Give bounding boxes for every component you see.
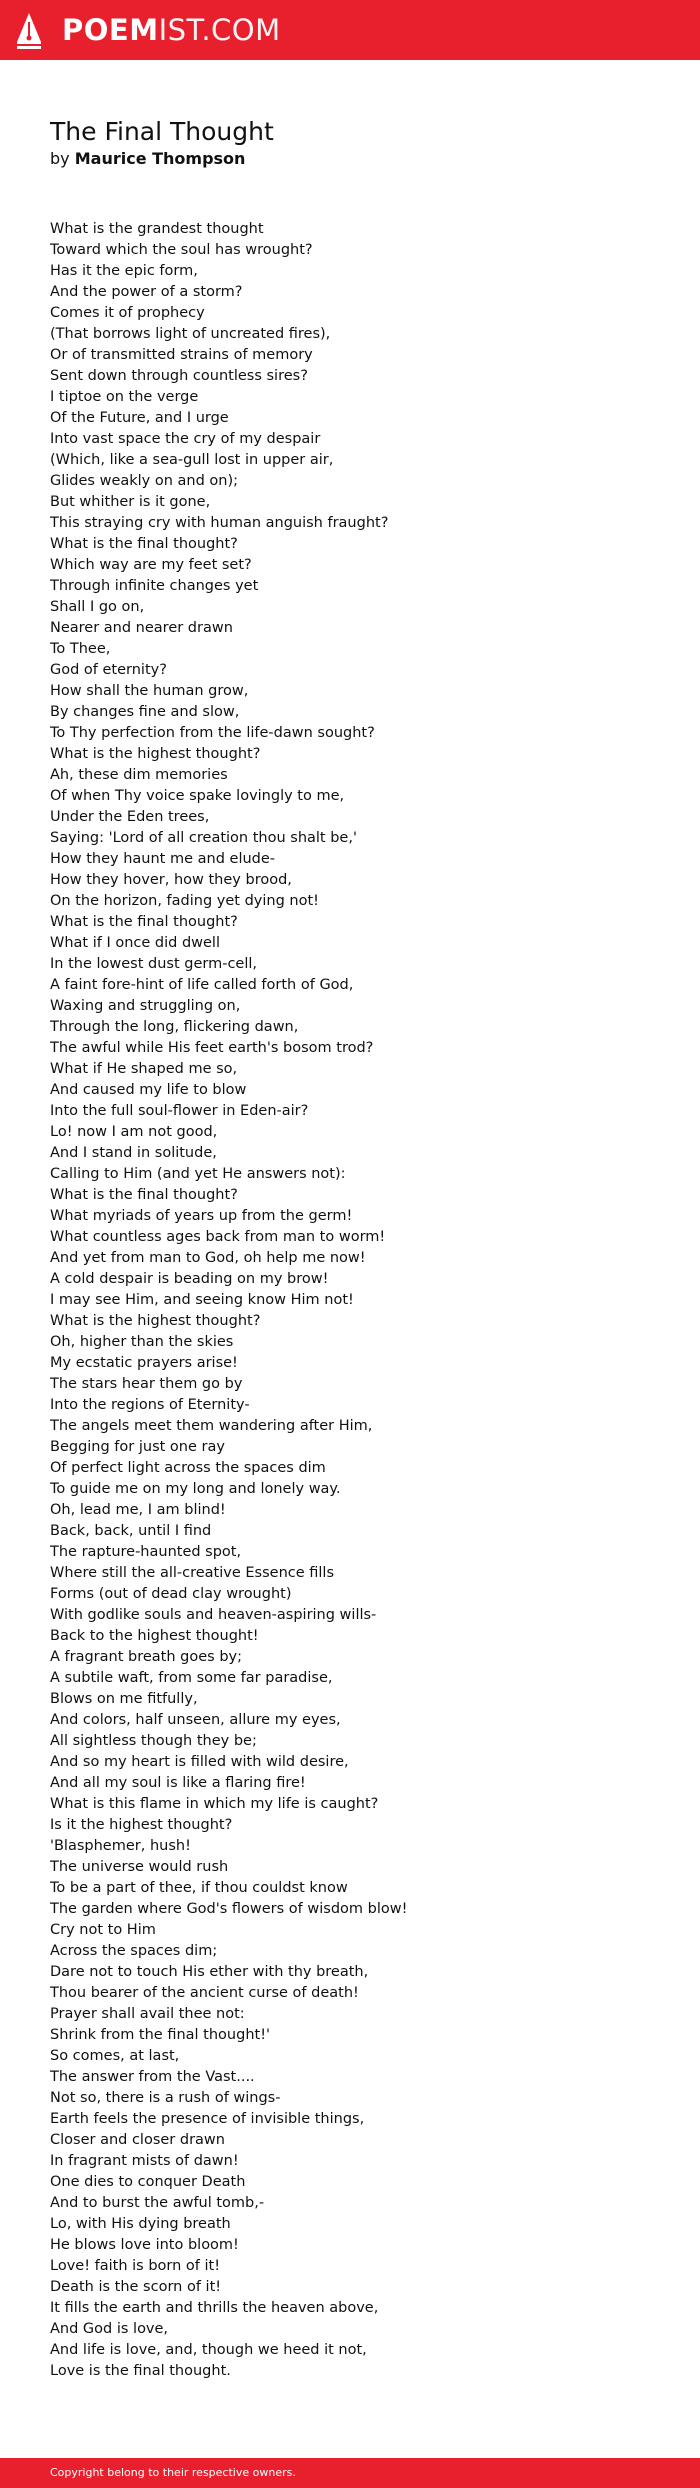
poem-line: Blows on me fitfully, xyxy=(50,1691,198,1707)
poem-line: A faint fore-hint of life called forth of God, xyxy=(50,977,354,993)
by-label: by xyxy=(50,149,70,168)
poem-line: The stars hear them go by xyxy=(50,1376,243,1392)
poem-line: It fills the earth and thrills the heaven above, xyxy=(50,2300,379,2316)
poem-line: Has it the epic form, xyxy=(50,263,198,279)
poem-line: Into the full soul-flower in Eden-air? xyxy=(50,1103,309,1119)
poem-line: Love is the final thought. xyxy=(50,2363,231,2379)
poem-line: What myriads of years up from the germ! xyxy=(50,1208,353,1224)
poem-line: Love! faith is born of it! xyxy=(50,2258,221,2274)
poem-line: Which way are my feet set? xyxy=(50,557,252,573)
poem-line: And God is love, xyxy=(50,2321,169,2337)
poem-line: Earth feels the presence of invisible things, xyxy=(50,2111,365,2127)
poem-title: The Final Thought xyxy=(50,117,274,146)
poem-line: Not so, there is a rush of wings- xyxy=(50,2090,281,2106)
poem-line: The rapture-haunted spot, xyxy=(50,1544,242,1560)
poem-line: And caused my life to blow xyxy=(50,1082,247,1098)
poem-line: Of perfect light across the spaces dim xyxy=(50,1460,326,1476)
poem-line: What is the final thought? xyxy=(50,536,238,552)
logo-text-bold: POEM xyxy=(62,13,159,47)
poem-line: Saying: 'Lord of all creation thou shalt be,' xyxy=(50,830,357,846)
poem-line: And I stand in solitude, xyxy=(50,1145,217,1161)
poem-line: Cry not to Him xyxy=(50,1922,156,1938)
poem-line: What is this flame in which my life is caught? xyxy=(50,1796,379,1812)
poem-line: God of eternity? xyxy=(50,662,167,678)
poem-line: Calling to Him (and yet He answers not): xyxy=(50,1166,346,1182)
poem-line: And the power of a storm? xyxy=(50,284,243,300)
poem-line: Or of transmitted strains of memory xyxy=(50,347,313,363)
poem-line: Begging for just one ray xyxy=(50,1439,225,1455)
poem-line: Through infinite changes yet xyxy=(50,578,259,594)
poem-line: To Thee, xyxy=(50,641,111,657)
poem-line: And yet from man to God, oh help me now! xyxy=(50,1250,366,1266)
site-header xyxy=(0,0,700,60)
poem-line: Waxing and struggling on, xyxy=(50,998,241,1014)
poem-line: Death is the scorn of it! xyxy=(50,2279,222,2295)
poem-line: Toward which the soul has wrought? xyxy=(50,242,313,258)
poem-line: All sightless though they be; xyxy=(50,1733,257,1749)
poem-line: And so my heart is filled with wild desire, xyxy=(50,1754,349,1770)
poem-line: Under the Eden trees, xyxy=(50,809,210,825)
logo-text-light: IST.COM xyxy=(158,13,281,47)
poem-line: And all my soul is like a flaring fire! xyxy=(50,1775,306,1791)
poem-line: Of the Future, and I urge xyxy=(50,410,229,426)
poem-line: The universe would rush xyxy=(50,1859,229,1875)
poem-line: Oh, lead me, I am blind! xyxy=(50,1502,226,1518)
pen-nib-icon[interactable] xyxy=(16,12,42,50)
poem-line: In fragrant mists of dawn! xyxy=(50,2153,239,2169)
poem-line: How they hover, how they brood, xyxy=(50,872,292,888)
poem-line: 'Blasphemer, hush! xyxy=(50,1838,191,1854)
poem-line: Back to the highest thought! xyxy=(50,1628,259,1644)
poem-line: What is the final thought? xyxy=(50,914,238,930)
poem-line: To Thy perfection from the life-dawn sought? xyxy=(50,725,375,741)
poem-line: What countless ages back from man to worm! xyxy=(50,1229,386,1245)
poem-line: How they haunt me and elude- xyxy=(50,851,276,867)
poem-line: Across the spaces dim; xyxy=(50,1943,218,1959)
poem-line: Back, back, until I find xyxy=(50,1523,212,1539)
poem-line: Of when Thy voice spake lovingly to me, xyxy=(50,788,345,804)
poem-line: The garden where God's flowers of wisdom blow! xyxy=(50,1901,408,1917)
poem-line: My ecstatic prayers arise! xyxy=(50,1355,238,1371)
poem-line: (Which, like a sea-gull lost in upper air, xyxy=(50,452,334,468)
poem-line: Sent down through countless sires? xyxy=(50,368,308,384)
poem-line: One dies to conquer Death xyxy=(50,2174,246,2190)
site-logo-link[interactable] xyxy=(62,13,281,47)
poem-line: Lo, with His dying breath xyxy=(50,2216,231,2232)
poem-line: What is the final thought? xyxy=(50,1187,238,1203)
poem-line: And life is love, and, though we heed it not, xyxy=(50,2342,367,2358)
poem-line: Oh, higher than the skies xyxy=(50,1334,234,1350)
poem-line: The answer from the Vast.... xyxy=(50,2069,255,2085)
poem-line: Through the long, flickering dawn, xyxy=(50,1019,299,1035)
poem-line: Comes it of prophecy xyxy=(50,305,205,321)
poem-line: By changes fine and slow, xyxy=(50,704,240,720)
poem-line: Ah, these dim memories xyxy=(50,767,228,783)
poem-line: Glides weakly on and on); xyxy=(50,473,239,489)
poem-line: (That borrows light of uncreated fires), xyxy=(50,326,331,342)
poem-line: On the horizon, fading yet dying not! xyxy=(50,893,319,909)
poem-line: How shall the human grow, xyxy=(50,683,249,699)
copyright-text: Copyright belong to their respective owners. xyxy=(50,2466,296,2479)
poem-line: With godlike souls and heaven-aspiring wills- xyxy=(50,1607,377,1623)
poem-line: And to burst the awful tomb,- xyxy=(50,2195,265,2211)
poem-line: Dare not to touch His ether with thy breath, xyxy=(50,1964,369,1980)
poem-line: Thou bearer of the ancient curse of death! xyxy=(50,1985,359,2001)
site-footer xyxy=(0,2458,700,2488)
poem-line: Closer and closer drawn xyxy=(50,2132,225,2148)
poem-line: He blows love into bloom! xyxy=(50,2237,239,2253)
poem-line: To be a part of thee, if thou couldst know xyxy=(50,1880,348,1896)
poem-line: I may see Him, and seeing know Him not! xyxy=(50,1292,354,1308)
poem-line: To guide me on my long and lonely way. xyxy=(50,1481,341,1497)
poem-line: Into vast space the cry of my despair xyxy=(50,431,321,447)
poem-line: A subtile waft, from some far paradise, xyxy=(50,1670,333,1686)
poem-line: Into the regions of Eternity- xyxy=(50,1397,250,1413)
poem-line: What if I once did dwell xyxy=(50,935,220,951)
poem-line: And colors, half unseen, allure my eyes, xyxy=(50,1712,341,1728)
poem-line: The angels meet them wandering after Him, xyxy=(50,1418,373,1434)
poem-body xyxy=(50,219,670,2382)
poem-line: But whither is it gone, xyxy=(50,494,211,510)
poem-line: I tiptoe on the verge xyxy=(50,389,199,405)
poem-byline xyxy=(50,148,245,170)
poem-line: Is it the highest thought? xyxy=(50,1817,233,1833)
poem-line: A cold despair is beading on my brow! xyxy=(50,1271,329,1287)
poem-line: Shrink from the final thought!' xyxy=(50,2027,270,2043)
poem-line: In the lowest dust germ-cell, xyxy=(50,956,258,972)
poem-author: Maurice Thompson xyxy=(74,149,246,168)
poem-line: Prayer shall avail thee not: xyxy=(50,2006,245,2022)
poem-line: The awful while His feet earth's bosom trod? xyxy=(50,1040,374,1056)
poem-line: Shall I go on, xyxy=(50,599,145,615)
poem-line: So comes, at last, xyxy=(50,2048,180,2064)
poem-line: A fragrant breath goes by; xyxy=(50,1649,242,1665)
poem-line: Lo! now I am not good, xyxy=(50,1124,218,1140)
poem-line: What is the highest thought? xyxy=(50,746,261,762)
poem-line: What is the grandest thought xyxy=(50,221,264,237)
poem-line: Forms (out of dead clay wrought) xyxy=(50,1586,292,1602)
poem-line: What is the highest thought? xyxy=(50,1313,261,1329)
poem-line: What if He shaped me so, xyxy=(50,1061,238,1077)
poem-line: This straying cry with human anguish fraught? xyxy=(50,515,389,531)
poem-line: Where still the all-creative Essence fills xyxy=(50,1565,335,1581)
poem-line: Nearer and nearer drawn xyxy=(50,620,233,636)
